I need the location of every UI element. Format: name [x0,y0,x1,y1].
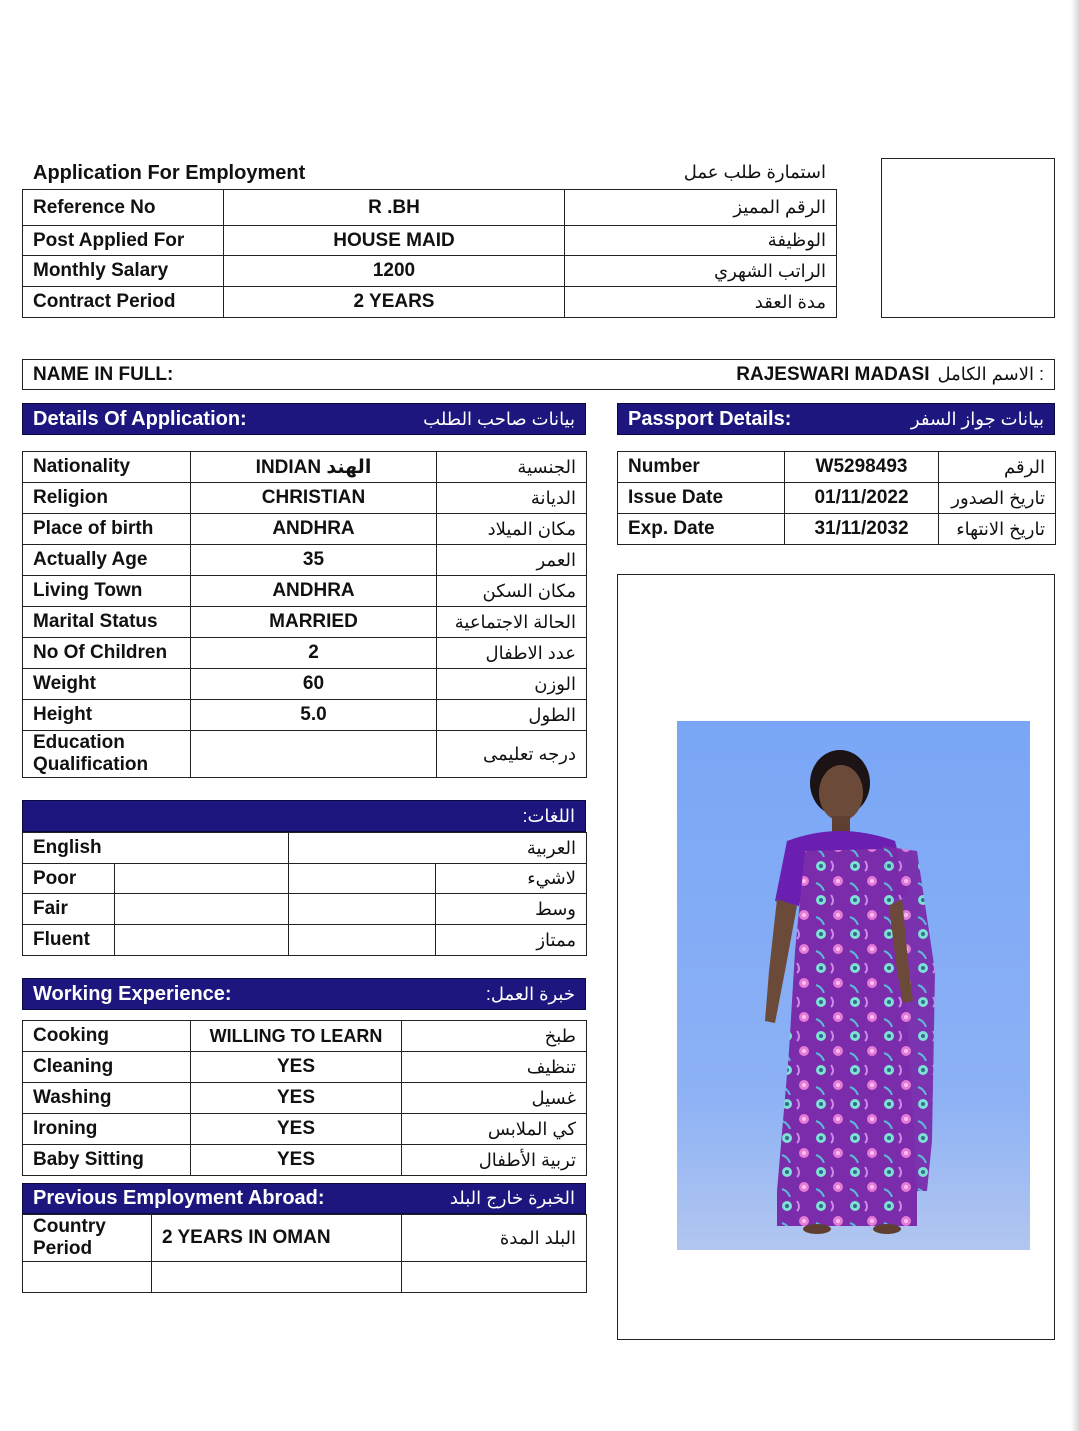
level-label: Fair [23,894,115,925]
experience-header-bar [22,978,586,1010]
skill-label-ar: تنظيف [402,1052,587,1083]
reference-value: R .BH [224,190,565,226]
level-cell [289,894,436,925]
header-label-ar: مدة العقد [565,287,837,318]
passport-title: Passport Details: [628,407,792,430]
language-arabic: العربية [289,833,587,864]
applicant-photo [677,721,1030,1250]
passport-number-value: W5298493 [785,452,939,483]
detail-label: Marital Status [23,607,191,638]
detail-label: Height [23,700,191,731]
level-label: Fluent [23,925,115,956]
header-label: Post Applied For [23,226,224,256]
table-row [23,1021,587,1052]
detail-label-ar: درجه تعليمى [437,731,587,778]
table-row [23,226,837,256]
header-label-ar: الراتب الشهري [565,256,837,287]
level-cell [115,894,289,925]
empty-cell [23,1262,152,1293]
table-row [23,731,587,778]
table-row [23,256,837,287]
table-row [23,1114,587,1145]
table-row [23,190,837,226]
detail-label-ar: مكان الميلاد [437,514,587,545]
level-cell [115,864,289,894]
babysitting-value: YES [191,1145,402,1176]
skill-label: Washing [23,1083,191,1114]
detail-label: Living Town [23,576,191,607]
skill-label: Cleaning [23,1052,191,1083]
empty-cell [152,1262,402,1293]
previous-title: Previous Employment Abroad: [33,1187,325,1209]
nationality-value: INDIAN الهند [191,452,437,483]
detail-label: No Of Children [23,638,191,669]
passport-label: Issue Date [618,483,785,514]
table-row [23,669,587,700]
experience-table [22,1020,587,1176]
level-label-ar: لاشيء [436,864,587,894]
country-period-label-ar: البلد المدة [402,1215,587,1262]
table-row [23,925,587,956]
passport-photo-box [881,158,1055,318]
table-row [23,833,587,864]
table-row [23,1052,587,1083]
previous-title-ar: الخبرة خارج البلد [449,1188,575,1208]
passport-table [617,451,1056,545]
detail-label: Nationality [23,452,191,483]
skill-label: Ironing [23,1114,191,1145]
detail-label: Place of birth [23,514,191,545]
table-row [23,607,587,638]
level-label: Poor [23,864,115,894]
detail-label: Education Qualification [23,731,191,778]
level-cell [289,864,436,894]
ironing-value: YES [191,1114,402,1145]
name-label: NAME IN FULL: [33,363,174,385]
table-row [23,1262,587,1293]
detail-label-ar: العمر [437,545,587,576]
table-row [23,576,587,607]
languages-title-ar: اللغات: [522,805,575,826]
education-value [191,731,437,778]
birthplace-value: ANDHRA [191,514,437,545]
table-row [23,545,587,576]
table-row [23,514,587,545]
marital-value: MARRIED [191,607,437,638]
table-row [23,864,587,894]
details-title: Details Of Application: [33,407,247,430]
religion-value: CHRISTIAN [191,483,437,514]
details-table [22,451,587,778]
header-label: Monthly Salary [23,256,224,287]
detail-label-ar: الجنسية [437,452,587,483]
detail-label: Religion [23,483,191,514]
passport-label-ar: الرقم [939,452,1056,483]
empty-cell [402,1262,587,1293]
detail-label-ar: الديانة [437,483,587,514]
country-period-label: Country Period [23,1215,152,1262]
details-header-bar [22,403,586,435]
skill-label: Baby Sitting [23,1145,191,1176]
header-label: Contract Period [23,287,224,318]
contract-value: 2 YEARS [224,287,565,318]
header-label: Reference No [23,190,224,226]
table-row [23,700,587,731]
table-row [23,1215,587,1262]
passport-label: Number [618,452,785,483]
cooking-value: WILLING TO LEARN [191,1021,402,1052]
languages-table [22,832,587,956]
weight-value: 60 [191,669,437,700]
header-table [22,189,837,318]
cleaning-value: YES [191,1052,402,1083]
detail-label-ar: مكان السكن [437,576,587,607]
table-row [23,287,837,318]
detail-label: Weight [23,669,191,700]
detail-label-ar: الحالة الاجتماعية [437,607,587,638]
passport-label-ar: تاريخ الصدور [939,483,1056,514]
skill-label-ar: كي الملابس [402,1114,587,1145]
salary-value: 1200 [224,256,565,287]
table-row [23,638,587,669]
age-value: 35 [191,545,437,576]
table-row [23,483,587,514]
detail-label-ar: الوزن [437,669,587,700]
name-value: RAJESWARI MADASI [736,363,930,385]
languages-header-bar [22,800,586,832]
passport-label-ar: تاريخ الانتهاء [939,514,1056,545]
table-row [23,1145,587,1176]
detail-label-ar: الطول [437,700,587,731]
passport-label: Exp. Date [618,514,785,545]
level-label-ar: ممتاز [436,925,587,956]
table-row [618,452,1056,483]
height-value: 5.0 [191,700,437,731]
previous-value: 2 YEARS IN OMAN [152,1215,402,1262]
issue-date-value: 01/11/2022 [785,483,939,514]
table-row [23,452,587,483]
application-title: Application For Employment [33,162,306,184]
level-cell [289,925,436,956]
passport-title-ar: بيانات جواز السفر [910,408,1044,429]
passport-header-bar [617,403,1055,435]
previous-header-bar [22,1183,586,1214]
details-title-ar: بيانات صاحب الطلب [423,408,575,429]
exp-date-value: 31/11/2032 [785,514,939,545]
children-value: 2 [191,638,437,669]
detail-label: Actually Age [23,545,191,576]
skill-label-ar: غسيل [402,1083,587,1114]
post-value: HOUSE MAID [224,226,565,256]
experience-title-ar: خبرة العمل: [485,983,575,1004]
skill-label: Cooking [23,1021,191,1052]
detail-label-ar: عدد الاطفال [437,638,587,669]
table-row [23,894,587,925]
town-value: ANDHRA [191,576,437,607]
table-row [618,514,1056,545]
previous-table [22,1214,587,1293]
name-label-ar: : الاسم الكامل [937,364,1044,384]
header-label-ar: الوظيفة [565,226,837,256]
table-row [23,1083,587,1114]
level-label-ar: وسط [436,894,587,925]
skill-label-ar: طبخ [402,1021,587,1052]
page-edge-shadow [1071,0,1080,1431]
name-row [22,359,1055,390]
washing-value: YES [191,1083,402,1114]
experience-title: Working Experience: [33,982,232,1005]
skill-label-ar: تربية الأطفال [402,1145,587,1176]
header-label-ar: الرقم المميز [565,190,837,226]
language-english: English [23,833,289,864]
table-row [618,483,1056,514]
application-title-ar: استمارة طلب عمل [683,162,826,182]
level-cell [115,925,289,956]
